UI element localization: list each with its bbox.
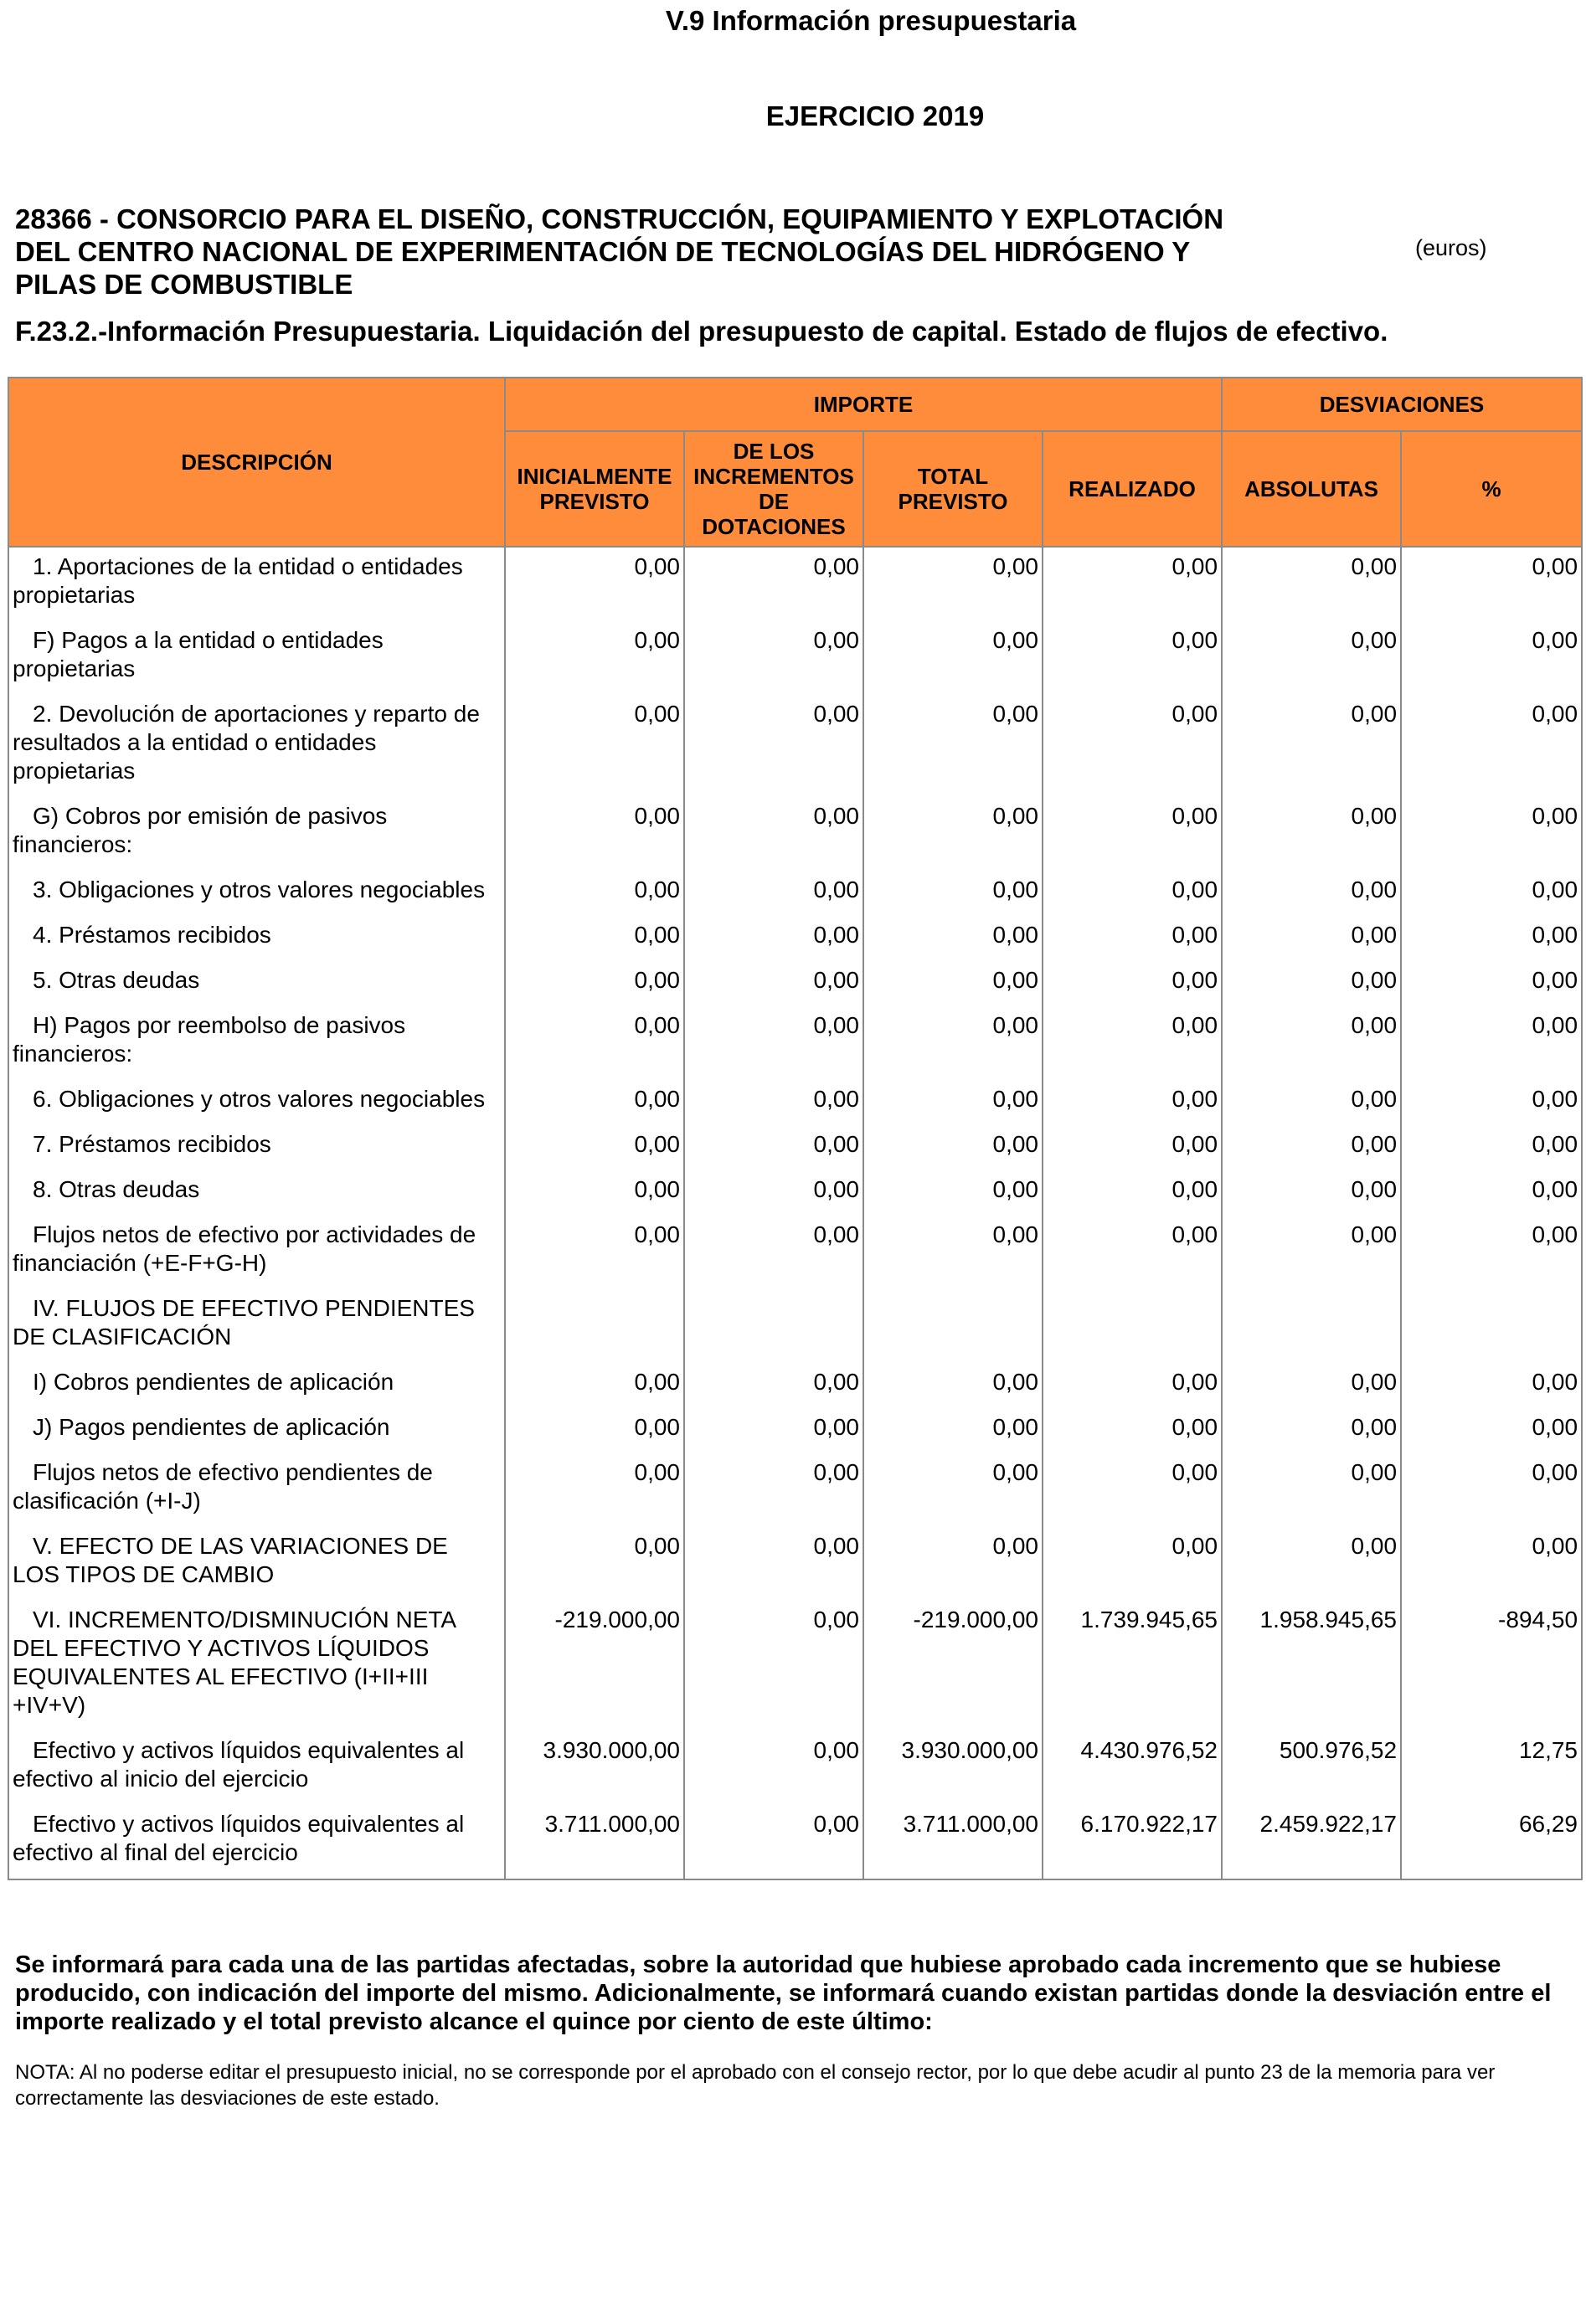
cell-total-previsto: 0,00	[863, 797, 1043, 871]
row-description: 7. Préstamos recibidos	[8, 1125, 505, 1170]
cell-incrementos: 0,00	[684, 1363, 863, 1408]
cell-inicialmente-previsto: 0,00	[505, 797, 684, 871]
cell-realizado: 0,00	[1043, 1408, 1222, 1453]
cell-inicialmente-previsto: 0,00	[505, 1453, 684, 1527]
cell-porcentaje: 0,00	[1401, 1080, 1582, 1125]
table-row	[8, 1805, 1582, 1879]
cell-realizado: 0,00	[1043, 1363, 1222, 1408]
row-description: 5. Otras deudas	[8, 961, 505, 1006]
cell-incrementos: 0,00	[684, 1125, 863, 1170]
cell-porcentaje: 0,00	[1401, 916, 1582, 961]
table-row	[8, 547, 1582, 621]
cell-incrementos: 0,00	[684, 547, 863, 621]
table-row	[8, 1731, 1582, 1805]
cell-total-previsto: 0,00	[863, 621, 1043, 695]
cell-total-previsto: 0,00	[863, 1408, 1043, 1453]
nota-note: NOTA: Al no poderse editar el presupuesto inicial, no se corresponde por el aprobado con el consejo rector, por lo que debe acudir al punto 23 de la memoria para ver correctamente las desviaciones de este estado.	[15, 2061, 1496, 2110]
cell-porcentaje: 0,00	[1401, 797, 1582, 871]
cell-realizado: 1.739.945,65	[1043, 1601, 1222, 1731]
table-row	[8, 1006, 1582, 1080]
cell-total-previsto: 0,00	[863, 961, 1043, 1006]
cell-incrementos: 0,00	[684, 1731, 863, 1805]
table-row	[8, 797, 1582, 871]
page-title: V.9 Información presupuestaria	[665, 5, 1077, 36]
cell-inicialmente-previsto: 0,00	[505, 547, 684, 621]
cell-absolutas: 0,00	[1222, 797, 1401, 871]
row-description: H) Pagos por reembolso de pasivos financieros:	[8, 1006, 505, 1080]
cell-realizado: 0,00	[1043, 547, 1222, 621]
cell-incrementos	[684, 1289, 863, 1363]
cell-inicialmente-previsto: 0,00	[505, 961, 684, 1006]
units-label: (euros)	[1415, 235, 1487, 260]
cell-realizado: 0,00	[1043, 871, 1222, 916]
cell-inicialmente-previsto: 0,00	[505, 1125, 684, 1170]
row-description: 2. Devolución de aportaciones y reparto de resultados a la entidad o entidades propietarias	[8, 695, 505, 797]
cell-porcentaje: 66,29	[1401, 1805, 1582, 1879]
row-description: F) Pagos a la entidad o entidades propietarias	[8, 621, 505, 695]
cell-total-previsto: -219.000,00	[863, 1601, 1043, 1731]
cell-realizado: 6.170.922,17	[1043, 1805, 1222, 1879]
cell-absolutas: 0,00	[1222, 1216, 1401, 1289]
header-incrementos-dotaciones: DE LOS INCREMENTOS DE DOTACIONES	[684, 431, 863, 547]
report-subtitle: F.23.2.-Información Presupuestaria. Liquidación del presupuesto de capital. Estado de flujos de efectivo.	[15, 316, 1388, 347]
entity-name-line: DEL CENTRO NACIONAL DE EXPERIMENTACIÓN DE TECNOLOGÍAS DEL HIDRÓGENO Y	[15, 236, 1191, 267]
cell-absolutas	[1222, 1289, 1401, 1363]
row-description: I) Cobros pendientes de aplicación	[8, 1363, 505, 1408]
cell-inicialmente-previsto: 3.930.000,00	[505, 1731, 684, 1805]
cell-realizado: 0,00	[1043, 961, 1222, 1006]
row-description: VI. INCREMENTO/DISMINUCIÓN NETA DEL EFECTIVO Y ACTIVOS LÍQUIDOS EQUIVALENTES AL EFECTIVO (I+II+III +IV+V)	[8, 1601, 505, 1731]
cell-total-previsto: 0,00	[863, 1527, 1043, 1601]
cell-porcentaje: 0,00	[1401, 695, 1582, 797]
cell-realizado: 0,00	[1043, 916, 1222, 961]
row-description: 3. Obligaciones y otros valores negociables	[8, 871, 505, 916]
table-row	[8, 621, 1582, 695]
cell-incrementos: 0,00	[684, 1216, 863, 1289]
table-row	[8, 961, 1582, 1006]
cell-porcentaje: 0,00	[1401, 961, 1582, 1006]
cell-inicialmente-previsto: 0,00	[505, 1408, 684, 1453]
cell-porcentaje: 0,00	[1401, 1006, 1582, 1080]
cell-absolutas: 2.459.922,17	[1222, 1805, 1401, 1879]
cell-inicialmente-previsto: 0,00	[505, 1080, 684, 1125]
table-row	[8, 1408, 1582, 1453]
cell-incrementos: 0,00	[684, 621, 863, 695]
header-absolutas: ABSOLUTAS	[1222, 431, 1401, 547]
table-row	[8, 1453, 1582, 1527]
row-description: J) Pagos pendientes de aplicación	[8, 1408, 505, 1453]
cell-incrementos: 0,00	[684, 1527, 863, 1601]
row-description: V. EFECTO DE LAS VARIACIONES DE LOS TIPOS DE CAMBIO	[8, 1527, 505, 1601]
row-description: 4. Préstamos recibidos	[8, 916, 505, 961]
cell-porcentaje: 0,00	[1401, 1363, 1582, 1408]
cell-porcentaje: -894,50	[1401, 1601, 1582, 1731]
cell-absolutas: 0,00	[1222, 1170, 1401, 1216]
cell-realizado: 0,00	[1043, 1453, 1222, 1527]
entity-name-line: PILAS DE COMBUSTIBLE	[15, 269, 353, 300]
cell-absolutas: 0,00	[1222, 621, 1401, 695]
cell-total-previsto: 0,00	[863, 1080, 1043, 1125]
cell-incrementos: 0,00	[684, 695, 863, 797]
cell-inicialmente-previsto: 3.711.000,00	[505, 1805, 684, 1879]
cell-incrementos: 0,00	[684, 1453, 863, 1527]
cell-absolutas: 0,00	[1222, 1125, 1401, 1170]
cell-inicialmente-previsto: 0,00	[505, 695, 684, 797]
header-desviaciones: DESVIACIONES	[1222, 378, 1582, 431]
cell-porcentaje	[1401, 1289, 1582, 1363]
entity-name-line: 28366 - CONSORCIO PARA EL DISEÑO, CONSTRUCCIÓN, EQUIPAMIENTO Y EXPLOTACIÓN	[15, 203, 1224, 234]
cell-incrementos: 0,00	[684, 916, 863, 961]
cell-absolutas: 0,00	[1222, 1363, 1401, 1408]
cell-incrementos: 0,00	[684, 1601, 863, 1731]
cell-total-previsto: 0,00	[863, 547, 1043, 621]
row-description: 8. Otras deudas	[8, 1170, 505, 1216]
cell-incrementos: 0,00	[684, 1170, 863, 1216]
cell-inicialmente-previsto: 0,00	[505, 1170, 684, 1216]
cell-absolutas: 0,00	[1222, 916, 1401, 961]
cell-incrementos: 0,00	[684, 871, 863, 916]
cell-absolutas: 0,00	[1222, 871, 1401, 916]
cell-total-previsto: 0,00	[863, 1006, 1043, 1080]
cell-incrementos: 0,00	[684, 1006, 863, 1080]
row-description: Efectivo y activos líquidos equivalentes al efectivo al inicio del ejercicio	[8, 1731, 505, 1805]
cell-total-previsto: 3.930.000,00	[863, 1731, 1043, 1805]
cell-realizado: 0,00	[1043, 1216, 1222, 1289]
cell-inicialmente-previsto: 0,00	[505, 1527, 684, 1601]
cell-realizado: 0,00	[1043, 621, 1222, 695]
cell-porcentaje: 0,00	[1401, 1527, 1582, 1601]
table-row	[8, 695, 1582, 797]
header-importe: IMPORTE	[505, 378, 1222, 431]
table-row	[8, 1080, 1582, 1125]
cell-realizado: 0,00	[1043, 1006, 1222, 1080]
cell-incrementos: 0,00	[684, 1080, 863, 1125]
cell-total-previsto: 3.711.000,00	[863, 1805, 1043, 1879]
header-porcentaje: %	[1401, 431, 1582, 547]
row-description: Flujos netos de efectivo por actividades de financiación (+E-F+G-H)	[8, 1216, 505, 1289]
ejercicio-heading: EJERCICIO 2019	[765, 100, 985, 131]
cell-absolutas: 1.958.945,65	[1222, 1601, 1401, 1731]
cell-inicialmente-previsto: 0,00	[505, 1006, 684, 1080]
entity-name	[15, 203, 1321, 301]
cell-porcentaje: 0,00	[1401, 1408, 1582, 1453]
cell-inicialmente-previsto: 0,00	[505, 1216, 684, 1289]
cell-total-previsto: 0,00	[863, 1125, 1043, 1170]
cell-total-previsto	[863, 1289, 1043, 1363]
cash-flow-table	[8, 377, 1583, 1880]
cell-total-previsto: 0,00	[863, 695, 1043, 797]
header-total-previsto: TOTAL PREVISTO	[863, 431, 1043, 547]
row-description: 6. Obligaciones y otros valores negociables	[8, 1080, 505, 1125]
cell-realizado: 4.430.976,52	[1043, 1731, 1222, 1805]
cell-porcentaje: 0,00	[1401, 1125, 1582, 1170]
cell-realizado: 0,00	[1043, 1125, 1222, 1170]
cell-inicialmente-previsto: 0,00	[505, 621, 684, 695]
cell-porcentaje: 0,00	[1401, 1453, 1582, 1527]
cell-porcentaje: 0,00	[1401, 621, 1582, 695]
cell-incrementos: 0,00	[684, 797, 863, 871]
cell-incrementos: 0,00	[684, 961, 863, 1006]
cell-porcentaje: 0,00	[1401, 547, 1582, 621]
cell-total-previsto: 0,00	[863, 1170, 1043, 1216]
row-description: G) Cobros por emisión de pasivos financieros:	[8, 797, 505, 871]
cell-realizado: 0,00	[1043, 1170, 1222, 1216]
table-row	[8, 1216, 1582, 1289]
table-row	[8, 871, 1582, 916]
cell-total-previsto: 0,00	[863, 871, 1043, 916]
table-row	[8, 916, 1582, 961]
cell-porcentaje: 0,00	[1401, 1216, 1582, 1289]
cell-porcentaje: 12,75	[1401, 1731, 1582, 1805]
cell-incrementos: 0,00	[684, 1805, 863, 1879]
header-inicialmente-previsto: INICIALMENTE PREVISTO	[505, 431, 684, 547]
table-row	[8, 1601, 1582, 1731]
cell-absolutas: 0,00	[1222, 1080, 1401, 1125]
cell-absolutas: 0,00	[1222, 547, 1401, 621]
row-description: IV. FLUJOS DE EFECTIVO PENDIENTES DE CLASIFICACIÓN	[8, 1289, 505, 1363]
cell-absolutas: 500.976,52	[1222, 1731, 1401, 1805]
cell-inicialmente-previsto: 0,00	[505, 916, 684, 961]
cell-realizado: 0,00	[1043, 1527, 1222, 1601]
table-row	[8, 1289, 1582, 1363]
row-description: Efectivo y activos líquidos equivalentes al efectivo al final del ejercicio	[8, 1805, 505, 1879]
cell-absolutas: 0,00	[1222, 1408, 1401, 1453]
row-description: 1. Aportaciones de la entidad o entidades propietarias	[8, 547, 505, 621]
table-row	[8, 1125, 1582, 1170]
cell-inicialmente-previsto	[505, 1289, 684, 1363]
table-row	[8, 1170, 1582, 1216]
cell-absolutas: 0,00	[1222, 1527, 1401, 1601]
cell-absolutas: 0,00	[1222, 695, 1401, 797]
cell-total-previsto: 0,00	[863, 1216, 1043, 1289]
cell-total-previsto: 0,00	[863, 1363, 1043, 1408]
cell-porcentaje: 0,00	[1401, 871, 1582, 916]
cell-inicialmente-previsto: 0,00	[505, 1363, 684, 1408]
header-realizado: REALIZADO	[1043, 431, 1222, 547]
cell-total-previsto: 0,00	[863, 1453, 1043, 1527]
cell-absolutas: 0,00	[1222, 1006, 1401, 1080]
cell-realizado	[1043, 1289, 1222, 1363]
cell-absolutas: 0,00	[1222, 1453, 1401, 1527]
table-row	[8, 1363, 1582, 1408]
row-description: Flujos netos de efectivo pendientes de clasificación (+I-J)	[8, 1453, 505, 1527]
cell-total-previsto: 0,00	[863, 916, 1043, 961]
cell-realizado: 0,00	[1043, 797, 1222, 871]
cell-absolutas: 0,00	[1222, 961, 1401, 1006]
header-descripcion: DESCRIPCIÓN	[8, 378, 505, 547]
cell-realizado: 0,00	[1043, 695, 1222, 797]
authority-note: Se informará para cada una de las partidas afectadas, sobre la autoridad que hubiese aprobado cada incremento que se hubiese producido, con indicación del importe del mismo. Adicionalmente, se informará cuando existan partidas donde la desviación entre el importe realizado y el total previsto alcance el quince por ciento de este último:	[15, 1951, 1552, 2035]
cell-porcentaje: 0,00	[1401, 1170, 1582, 1216]
cell-inicialmente-previsto: -219.000,00	[505, 1601, 684, 1731]
cell-incrementos: 0,00	[684, 1408, 863, 1453]
cell-realizado: 0,00	[1043, 1080, 1222, 1125]
table-row	[8, 1527, 1582, 1601]
table-body	[8, 547, 1582, 1879]
cell-inicialmente-previsto: 0,00	[505, 871, 684, 916]
